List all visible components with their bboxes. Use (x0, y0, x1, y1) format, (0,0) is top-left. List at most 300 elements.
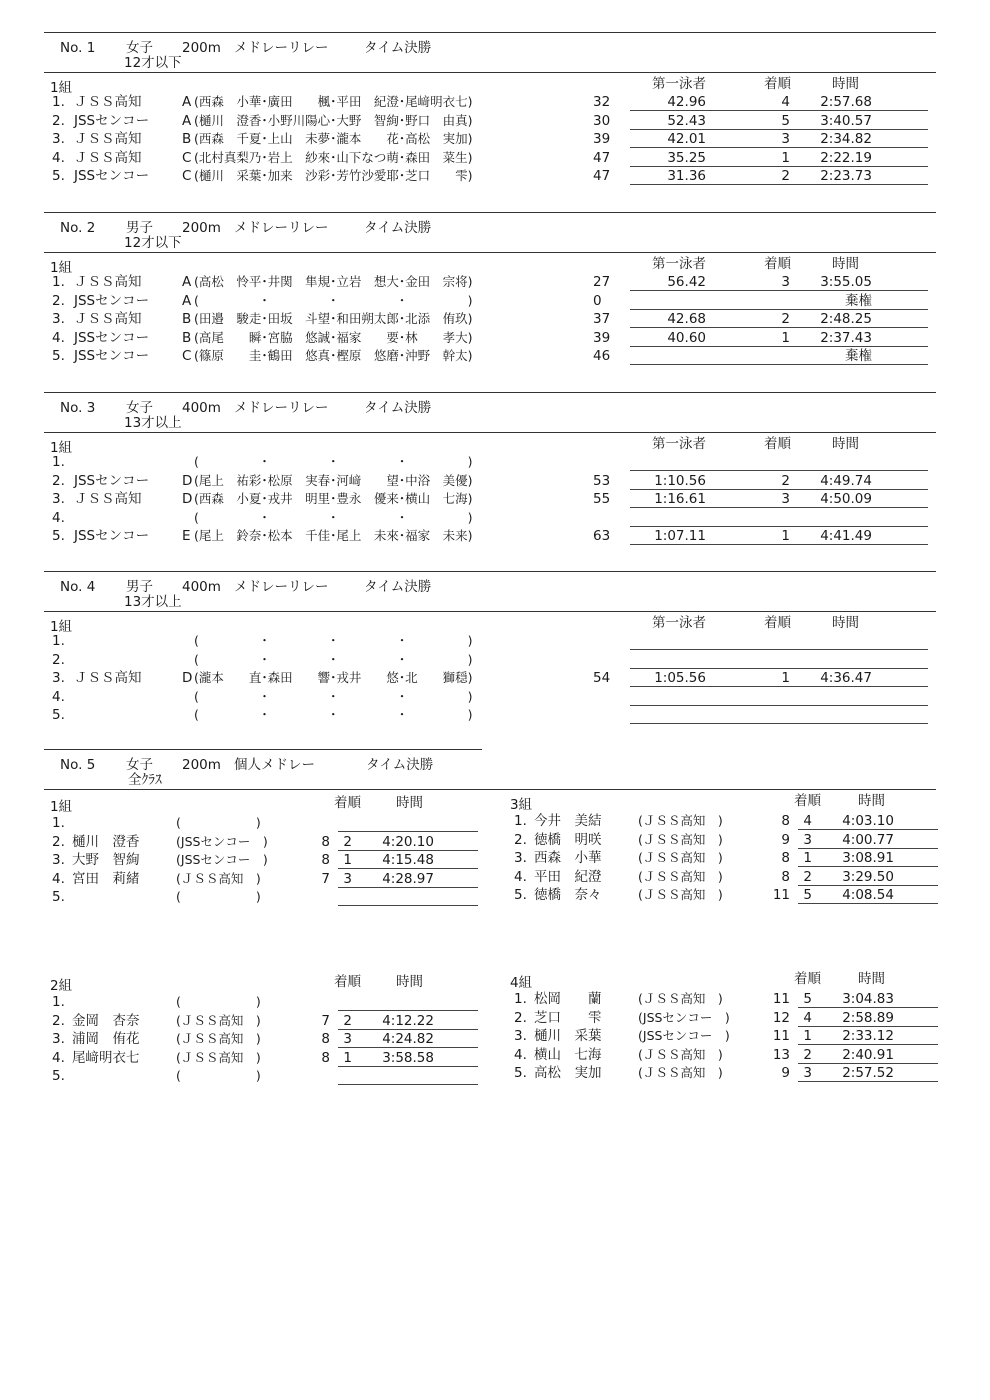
lane-number: 4. (52, 870, 65, 887)
finish-time: 2:22.19 (820, 149, 872, 166)
result-underline (630, 649, 928, 650)
event-number: No. 5 (60, 757, 96, 773)
lane-number: 5. (52, 168, 65, 184)
lane-number: 4. (514, 868, 527, 885)
first-swimmer-split: 1:05.56 (654, 670, 706, 686)
place: 1 (803, 1028, 812, 1044)
place: 2 (343, 1012, 352, 1029)
swimmer-name: 尾﨑明衣七 (72, 1049, 140, 1066)
result-underline (630, 110, 928, 111)
event-gender: 女子 (126, 400, 153, 416)
place: 1 (781, 670, 790, 686)
result-underline (630, 470, 928, 471)
relay-members: (高松 怜平･井関 隼規･立岩 想大･金田 宗将) (194, 274, 473, 289)
event-header-rule (44, 611, 936, 612)
finish-time: 2:57.68 (820, 94, 872, 110)
team-name: JSSセンコー (74, 112, 150, 129)
result-underline (630, 184, 928, 185)
lane-number: 1. (52, 94, 65, 110)
finish-time: 2:23.73 (820, 168, 872, 184)
heat-label: 1組 (50, 619, 73, 635)
swimmer-age: 11 (772, 1028, 790, 1044)
event-age-class: 全ｸﾗｽ (128, 772, 162, 788)
place: 3 (781, 491, 790, 507)
event-stroke: 個人メドレー (234, 757, 315, 773)
club-name: (ＪＳＳ高知 ) (638, 887, 723, 902)
relay-letter: A (182, 112, 192, 129)
place-header: 着順 (764, 76, 791, 92)
result-underline (338, 868, 478, 869)
place: 2 (781, 311, 790, 327)
team-name: ＪＳＳ高知 (74, 131, 142, 147)
event-top-rule (44, 571, 936, 572)
place-header: 着順 (334, 974, 361, 990)
lane-number: 3. (52, 1031, 65, 1047)
first-swimmer-split: 1:07.11 (654, 528, 706, 544)
swimmer-name: 徳橋 明咲 (534, 831, 602, 848)
place: 3 (781, 131, 790, 147)
relay-members: (瀧本 直･森田 響･戎井 悠･北 獅穏) (194, 670, 473, 685)
heat-label: 1組 (50, 799, 73, 815)
relay-members: ( ･ ･ ･ ) (194, 688, 473, 704)
relay-letter: D (182, 472, 193, 489)
finish-time: 2:37.43 (820, 329, 872, 346)
event-kind: タイム決勝 (364, 579, 432, 595)
first-swimmer-header: 第一泳者 (652, 256, 706, 272)
club-name: (ＪＳＳ高知 ) (176, 1012, 261, 1028)
relay-letter: C (182, 149, 192, 166)
swimmer-name: 今井 美結 (534, 813, 602, 829)
place: 5 (803, 887, 812, 903)
lane-number: 3. (52, 311, 65, 327)
result-underline (338, 1029, 478, 1030)
swimmer-name: 横山 七海 (534, 1046, 602, 1063)
finish-time: 3:08.91 (842, 850, 894, 866)
time-header: 時間 (396, 974, 423, 990)
swimmer-age: 9 (781, 1065, 790, 1081)
finish-time: 2:33.12 (842, 1028, 894, 1044)
swimmer-name: 西森 小華 (534, 850, 602, 866)
result-underline (798, 1026, 938, 1027)
lane-number: 3. (52, 491, 65, 507)
result-underline (630, 290, 928, 291)
result-underline (630, 166, 928, 167)
event-number: No. 3 (60, 400, 96, 416)
team-name: JSSセンコー (74, 348, 150, 364)
place: 5 (803, 991, 812, 1007)
place-header: 着順 (794, 793, 821, 809)
club-name: ( ) (176, 1068, 261, 1083)
swimmer-name: 平田 紀澄 (534, 868, 602, 885)
finish-time: 4:28.97 (382, 870, 434, 887)
result-underline (798, 903, 938, 904)
lane-number: 1. (514, 813, 527, 829)
event-distance: 400m (182, 579, 221, 595)
result-underline (338, 1010, 478, 1011)
result-underline (338, 905, 478, 906)
result-underline (338, 1047, 478, 1048)
swimmer-age: 8 (781, 850, 790, 866)
swimmer-name: 樋川 澄香 (72, 833, 140, 850)
result-underline (630, 327, 928, 328)
swimmer-name: 宮田 莉緒 (72, 870, 140, 887)
relay-members: (西森 千夏･上山 未夢･瀧本 花･高松 実加) (194, 131, 473, 146)
event-kind: タイム決勝 (366, 757, 434, 773)
total-age: 63 (593, 528, 611, 544)
club-name: ( ) (176, 889, 261, 904)
swimmer-name: 金岡 杏奈 (72, 1012, 140, 1029)
swimmer-age: 9 (781, 831, 790, 848)
relay-letter: E (182, 528, 191, 544)
finish-time: 4:50.09 (820, 491, 872, 507)
lane-number: 2. (514, 831, 527, 848)
first-swimmer-split: 42.68 (667, 311, 706, 327)
relay-letter: A (182, 292, 192, 309)
club-name: (ＪＳＳ高知 ) (638, 813, 723, 828)
first-swimmer-split: 31.36 (667, 168, 706, 184)
result-underline (338, 1084, 478, 1085)
event-kind: タイム決勝 (364, 220, 432, 236)
place: 1 (781, 528, 790, 544)
swimmer-age: 11 (772, 991, 790, 1007)
first-swimmer-split: 40.60 (667, 329, 706, 346)
lane-number: 2. (52, 833, 65, 850)
place: 2 (803, 868, 812, 885)
finish-time: 4:24.82 (382, 1031, 434, 1047)
lane-number: 5. (52, 1068, 65, 1084)
event-gender: 女子 (126, 757, 153, 773)
event-top-rule (44, 749, 482, 750)
result-underline (798, 866, 938, 867)
lane-number: 2. (52, 651, 65, 668)
relay-members: ( ･ ･ ･ ) (194, 651, 473, 667)
team-name: ＪＳＳ高知 (74, 94, 142, 110)
first-swimmer-header: 第一泳者 (652, 436, 706, 452)
result-underline (798, 1081, 938, 1082)
heat-label: 1組 (50, 260, 73, 276)
finish-time: 4:20.10 (382, 833, 434, 850)
result-underline (630, 129, 928, 130)
lane-number: 4. (52, 509, 65, 526)
time-header: 時間 (396, 795, 423, 811)
club-name: (ＪＳＳ高知 ) (638, 850, 723, 865)
event-distance: 200m (182, 220, 221, 236)
result-underline (630, 489, 928, 490)
relay-members: (樋川 采葉･加来 沙彩･芳竹沙愛耶･芝口 雫) (194, 168, 473, 183)
lane-number: 1. (52, 815, 65, 831)
event-number: No. 2 (60, 220, 96, 236)
lane-number: 2. (514, 1009, 527, 1026)
swimmer-age: 8 (321, 833, 330, 850)
finish-time: 4:08.54 (842, 887, 894, 903)
total-age: 55 (593, 491, 611, 507)
swimmer-age: 13 (772, 1046, 790, 1063)
swimmer-name: 樋川 采葉 (534, 1028, 602, 1044)
relay-members: (尾上 祐彩･松原 実春･河﨑 望･中浴 美優) (194, 472, 473, 488)
lane-number: 2. (52, 112, 65, 129)
event-age-class: 13才以上 (124, 415, 182, 431)
swimmer-age: 8 (321, 852, 330, 868)
total-age: 0 (593, 292, 602, 309)
finish-time: 4:49.74 (820, 472, 872, 489)
place-header: 着順 (794, 971, 821, 987)
lane-number: 3. (514, 850, 527, 866)
result-underline (338, 1066, 478, 1067)
finish-time: 棄権 (845, 292, 872, 309)
total-age: 39 (593, 131, 611, 147)
finish-time: 4:12.22 (382, 1012, 434, 1029)
time-header: 時間 (858, 793, 885, 809)
result-underline (798, 848, 938, 849)
heat-label: 4組 (510, 975, 533, 991)
place: 5 (781, 112, 790, 129)
result-underline (798, 829, 938, 830)
place: 3 (803, 831, 812, 848)
event-top-rule (44, 392, 936, 393)
club-name: (ＪＳＳ高知 ) (176, 1049, 261, 1065)
first-swimmer-split: 1:16.61 (654, 491, 706, 507)
event-distance: 200m (182, 757, 221, 773)
finish-time: 3:55.05 (820, 274, 872, 290)
club-name: (ＪＳＳ高知 ) (176, 870, 261, 886)
finish-time: 2:48.25 (820, 311, 872, 327)
first-swimmer-header: 第一泳者 (652, 615, 706, 631)
team-name: JSSセンコー (74, 472, 150, 489)
result-underline (338, 850, 478, 851)
swimmer-name: 松岡 蘭 (534, 991, 602, 1007)
event-kind: タイム決勝 (364, 40, 432, 56)
relay-members: ( ･ ･ ･ ) (194, 633, 473, 648)
event-kind: タイム決勝 (364, 400, 432, 416)
result-underline (798, 1063, 938, 1064)
time-header: 時間 (832, 615, 859, 631)
club-name: (JSSセンコー ) (176, 852, 268, 867)
finish-time: 4:00.77 (842, 831, 894, 848)
club-name: (ＪＳＳ高知 ) (638, 1046, 723, 1062)
place-header: 着順 (764, 615, 791, 631)
heat-label: 1組 (50, 440, 73, 456)
relay-members: ( ･ ･ ･ ) (194, 292, 473, 308)
lane-number: 2. (52, 292, 65, 309)
finish-time: 2:40.91 (842, 1046, 894, 1063)
place-header: 着順 (764, 256, 791, 272)
lane-number: 5. (52, 528, 65, 544)
lane-number: 3. (52, 852, 65, 868)
relay-letter: C (182, 168, 192, 184)
event-stroke: メドレーリレー (234, 400, 329, 416)
team-name: JSSセンコー (74, 329, 150, 346)
swimmer-name: 大野 智絢 (72, 852, 140, 868)
relay-members: (篠原 圭･鶴田 悠真･樫原 悠磨･沖野 幹太) (194, 348, 473, 363)
total-age: 30 (593, 112, 611, 129)
place: 4 (803, 1009, 812, 1026)
relay-members: (高尾 瞬･宮脇 悠誠･福家 要･林 孝大) (194, 329, 473, 345)
team-name: JSSセンコー (74, 292, 150, 309)
place: 4 (803, 813, 812, 829)
heat-label: 1組 (50, 80, 73, 96)
swimmer-name: 芝口 雫 (534, 1009, 602, 1026)
lane-number: 1. (52, 274, 65, 290)
relay-members: (尾上 鈴奈･松本 千佳･尾上 未來･福家 未来) (194, 528, 473, 543)
heat-label: 3組 (510, 797, 533, 813)
first-swimmer-split: 35.25 (667, 149, 706, 166)
club-name: (JSSセンコー ) (638, 1009, 730, 1025)
event-distance: 200m (182, 40, 221, 56)
lane-number: 5. (52, 889, 65, 905)
total-age: 47 (593, 149, 611, 166)
club-name: (ＪＳＳ高知 ) (638, 991, 723, 1006)
time-header: 時間 (832, 436, 859, 452)
team-name: ＪＳＳ高知 (74, 670, 142, 686)
place: 3 (803, 1065, 812, 1081)
event-gender: 男子 (126, 220, 153, 236)
lane-number: 1. (52, 454, 65, 470)
result-underline (630, 346, 928, 347)
lane-number: 1. (52, 633, 65, 649)
result-underline (630, 364, 928, 365)
lane-number: 1. (52, 994, 65, 1010)
finish-time: 2:57.52 (842, 1065, 894, 1081)
lane-number: 5. (52, 707, 65, 723)
lane-number: 2. (52, 472, 65, 489)
time-header: 時間 (858, 971, 885, 987)
finish-time: 3:40.57 (820, 112, 872, 129)
event-number: No. 1 (60, 40, 96, 56)
swimmer-name: 浦岡 侑花 (72, 1031, 140, 1047)
first-swimmer-split: 1:10.56 (654, 472, 706, 489)
lane-number: 4. (514, 1046, 527, 1063)
lane-number: 5. (514, 1065, 527, 1081)
lane-number: 5. (514, 887, 527, 903)
event-stroke: メドレーリレー (234, 220, 329, 236)
relay-letter: B (182, 131, 192, 147)
event-gender: 男子 (126, 579, 153, 595)
place: 3 (343, 870, 352, 887)
relay-members: (樋川 澄香･小野川陽心･大野 智絢･野口 由真) (194, 112, 473, 128)
event-age-class: 12才以下 (124, 235, 182, 251)
result-underline (338, 887, 478, 888)
time-header: 時間 (832, 76, 859, 92)
finish-time: 2:58.89 (842, 1009, 894, 1026)
place: 2 (343, 833, 352, 850)
place: 2 (781, 472, 790, 489)
event-gender: 女子 (126, 40, 153, 56)
relay-letter: A (182, 94, 192, 110)
event-age-class: 13才以上 (124, 594, 182, 610)
result-underline (630, 309, 928, 310)
event-top-rule (44, 32, 936, 33)
club-name: (ＪＳＳ高知 ) (638, 831, 723, 847)
relay-members: (西森 小夏･戎井 明里･豊永 優来･横山 七海) (194, 491, 473, 506)
first-swimmer-split: 42.96 (667, 94, 706, 110)
lane-number: 4. (52, 1049, 65, 1066)
club-name: (ＪＳＳ高知 ) (638, 1065, 723, 1080)
lane-number: 3. (52, 670, 65, 686)
time-header: 時間 (832, 256, 859, 272)
event-header-rule (44, 432, 936, 433)
lane-number: 2. (52, 1012, 65, 1029)
finish-time: 3:58.58 (382, 1049, 434, 1066)
place: 2 (803, 1046, 812, 1063)
swimmer-age: 11 (772, 887, 790, 903)
result-underline (798, 1044, 938, 1045)
place: 1 (781, 149, 790, 166)
first-swimmer-split: 52.43 (667, 112, 706, 129)
relay-members: (西森 小華･廣田 楓･平田 紀澄･尾﨑明衣七) (194, 94, 473, 109)
club-name: (ＪＳＳ高知 ) (638, 868, 723, 884)
finish-time: 3:29.50 (842, 868, 894, 885)
first-swimmer-header: 第一泳者 (652, 76, 706, 92)
place: 1 (803, 850, 812, 866)
total-age: 53 (593, 472, 611, 489)
result-underline (798, 885, 938, 886)
relay-members: (田邉 駿走･田坂 斗望･和田朔太郎･北添 侑玖) (194, 311, 473, 326)
club-name: ( ) (176, 815, 261, 830)
swimmer-age: 12 (772, 1009, 790, 1026)
relay-members: ( ･ ･ ･ ) (194, 509, 473, 525)
swimmer-age: 7 (321, 1012, 330, 1029)
event-header-rule (44, 789, 936, 790)
event-header-rule (44, 72, 936, 73)
club-name: (ＪＳＳ高知 ) (176, 1031, 261, 1046)
lane-number: 4. (52, 149, 65, 166)
finish-time: 3:04.83 (842, 991, 894, 1007)
club-name: (JSSセンコー ) (638, 1028, 730, 1043)
finish-time: 4:41.49 (820, 528, 872, 544)
finish-time: 2:34.82 (820, 131, 872, 147)
finish-time: 4:36.47 (820, 670, 872, 686)
result-underline (630, 723, 928, 724)
place: 4 (781, 94, 790, 110)
swimmer-age: 8 (781, 813, 790, 829)
place: 1 (343, 852, 352, 868)
lane-number: 1. (514, 991, 527, 1007)
event-stroke: メドレーリレー (234, 40, 329, 56)
team-name: ＪＳＳ高知 (74, 274, 142, 290)
result-underline (338, 831, 478, 832)
result-underline (630, 526, 928, 527)
place: 1 (343, 1049, 352, 1066)
place-header: 着順 (764, 436, 791, 452)
swimmer-name: 徳橋 奈々 (534, 887, 602, 903)
swimmer-age: 8 (321, 1031, 330, 1047)
finish-time: 4:03.10 (842, 813, 894, 829)
result-underline (798, 1007, 938, 1008)
relay-letter: B (182, 311, 192, 327)
result-underline (630, 686, 928, 687)
swimmer-name: 高松 実加 (534, 1065, 602, 1081)
result-underline (630, 668, 928, 669)
result-underline (630, 147, 928, 148)
lane-number: 3. (52, 131, 65, 147)
relay-members: ( ･ ･ ･ ) (194, 707, 473, 722)
place: 1 (781, 329, 790, 346)
relay-letter: D (182, 491, 193, 507)
heat-label: 2組 (50, 978, 73, 994)
relay-letter: A (182, 274, 192, 290)
relay-members: ( ･ ･ ･ ) (194, 454, 473, 469)
place: 3 (343, 1031, 352, 1047)
total-age: 47 (593, 168, 611, 184)
swimmer-age: 8 (781, 868, 790, 885)
total-age: 46 (593, 348, 611, 364)
result-underline (630, 507, 928, 508)
total-age: 32 (593, 94, 611, 110)
first-swimmer-split: 56.42 (667, 274, 706, 290)
swimmer-age: 7 (321, 870, 330, 887)
lane-number: 5. (52, 348, 65, 364)
lane-number: 4. (52, 688, 65, 705)
